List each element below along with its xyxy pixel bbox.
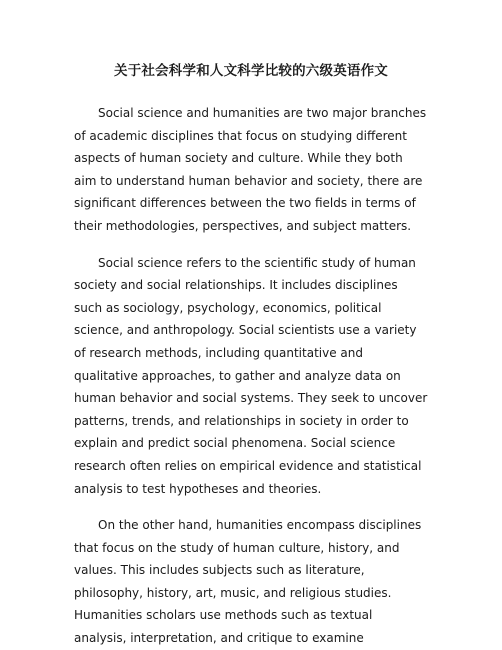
- paragraph-2: Social science refers to the scientific study of human society and social relationships. It includes disciplines such as sociology, psychology, economics, political science, and anthropology. Social scientists use a variety of research methods, including quantitative and qualitative approaches, to gather and analyze data on human behavior and social systems. They seek to uncover patterns, trends, and relationships in society in order to explain and predict social phenomena. Social science research often relies on empirical evidence and statistical analysis to test hypotheses and theories.: [74, 255, 428, 496]
- document-title: 关于社会科学和人文科学比较的六级英语作文: [114, 63, 388, 79]
- paragraph-3: On the other hand, humanities encompass disciplines that focus on the study of human culture, history, and values. This includes subjects such as literature, philosophy, history, art, music, and religious studies. Humanities scholars use methods such as textual analysis, interpretation, and critique to examine: [74, 518, 422, 646]
- paragraph-1: Social science and humanities are two major branches of academic disciplines that focus on studying different aspects of human society and culture. While they both aim to understand human behavior and society, there are significant differences between the two fields in terms of their methodologies, perspectives, and subject matters.: [74, 106, 427, 233]
